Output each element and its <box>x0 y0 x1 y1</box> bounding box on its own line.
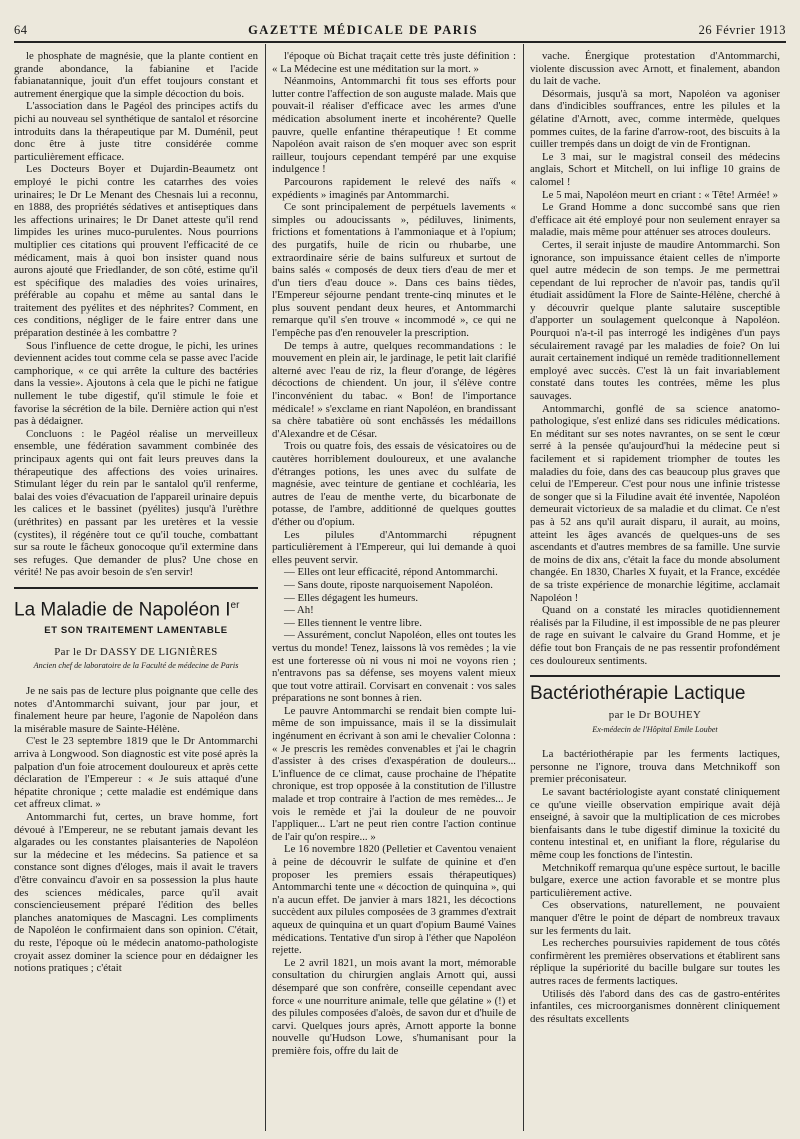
byline: Par le Dr DASSY DE LIGNIÈRES <box>54 645 218 658</box>
paragraph: Le 3 mai, sur le magistral conseil des médecins anglais, Schort et Mitchell, on lui inflige 10 grains de calomel ! <box>530 150 780 188</box>
article-title-text: La Maladie de Napoléon I <box>14 599 231 621</box>
paragraph: Je ne sais pas de lecture plus poignante que celle des notes d'Antommarchi suivant, jour par jour, et finalement heure par heure, l'agonie de Napoléon dans la misérable masure de Sainte-Hélène. <box>14 685 258 735</box>
paragraph: Ces observations, naturellement, ne pouvaient manquer d'être le point de départ de nombreux travaux sur les ferments du lait. <box>530 899 780 937</box>
paragraph: Trois ou quatre fois, des essais de vésicatoires ou de cautères horriblement douloureux, et une avalanche d'étranges potions, les unes avec du sulfate de magnésie, avec teinture de gentiane et cochléaria, les autres de l'eau de menthe verte, du bicarbonate de potasse, de l'ambre, additionné de quelques gouttes d'éther ou d'opium. <box>272 440 516 528</box>
article-separator <box>14 587 258 589</box>
column-1 <box>14 50 258 1133</box>
paragraph: De temps à autre, quelques recommandations : le mouvement en plein air, le jardinage, le petit lait clarifié alterné avec l'eau de riz, la fleur d'orange, de légères décoctions de chiendent. Un jour, il s'élève contre l'inconvénient du tabac. « Bon! de l'importance médicale! » s'exclame en riant Napoléon, en brandissant sa chère tabatière où sont enchâssés les médaillons d'Alexandre et de César. <box>272 339 516 440</box>
paragraph: Sous l'influence de cette drogue, le pichi, les urines deviennent acides tout comme cela se passe avec l'acide camphorique, « ce qui arrête la culture des bactéries dans la vessie». Ajoutons à cela que le pichi ne fatigue nullement le tube digestif, qu'il stimule le foie et favorise la sécrétion de la bile. Dernière action qui n'est pas à dédaigner. <box>14 339 258 428</box>
journal-title: GAZETTE MÉDICALE DE PARIS <box>248 23 479 37</box>
paragraph: Les pilules d'Antommarchi répugnent particulièrement à l'Empereur, qui lui demande à quoi elles peuvent servir. <box>272 528 516 566</box>
author-affiliation: Ancien chef de laboratoire de la Faculté de médecine de Paris <box>33 661 239 671</box>
paragraph: Le 5 mai, Napoléon meurt en criant : « Tête! Armée! » <box>542 188 779 201</box>
paragraph: — Assurément, conclut Napoléon, elles ont toutes les vertus du monde! Tenez, laissons là vos remèdes ; la vie est une forteresse où ni vous ni moi ne voyons rien ; n'entravons pas sa défense, ses moyens valent mieux que tout votre attirail. Corvisart en convenait : vos sales préparations ne sont bonnes à rien. <box>272 629 516 705</box>
page-number: 64 <box>14 23 28 37</box>
paragraph: vache. Énergique protestation d'Antommarchi, violente discussion avec Arnott, et finalement, abandon du lait de vache. <box>530 50 780 88</box>
paragraph: L'association dans le Pagéol des principes actifs du pichi au nouveau sel synthétique de santalol et résorcine introduits dans la thérapeutique par M. Duménil, peut donc être à juste titre considérée comme particulièrement efficace. <box>14 100 258 163</box>
column-divider <box>265 44 266 1131</box>
article-separator <box>530 675 780 677</box>
article-subtitle: ET SON TRAITEMENT LAMENTABLE <box>44 625 228 637</box>
column-divider <box>523 44 524 1131</box>
author-affiliation: Ex-médecin de l'Hôpital Emile Loubet <box>592 724 718 734</box>
paragraph: Antommarchi, gonflé de sa science anatomo-pathologique, s'est enlizé dans ses ridicules médications. En méditant sur ses notes navrantes, on se sent le cœur serré à la pensée qu'aujourd'hui la médecine peut si facilement et si rapidement triompher de toutes les maladies du foie, dans des cas beaucoup plus graves que celui de l'Empereur. C'est pour nous une infinie tristesse de songer que si la Filudine avait été inventée, Napoléon demeurait victorieux de sa maladie et du climat. Ce n'est pas à 52 ans qu'il aurait disparu, il aurait, au moins, atteint les âges avancés de quelques-uns de ses ascendants et d'autres membres de sa famille. Une survie de moins de dix ans, c'était la face du monde absolument changée. En 1830, Charles X fuyait, et la France, excédée de sa triste expérience de monarchie légitime, acclamait Napoléon ! <box>530 402 780 604</box>
paragraph: Le 16 novembre 1820 (Pelletier et Caventou venaient à peine de découvrir le sulfate de quinine et d'en proposer les premiers essais thérapeutiques) Antommarchi tente une « décoction de quinquina », qui n'a aucun effet. De janvier à mars 1821, les décoctions succèdent aux pilules composées de 3 grammes d'extrait aqueux de quinquina et un quart d'opium Baumé Vaines médications. Tentative d'un sirop à l'éther que Napoléon rejette. <box>272 843 516 957</box>
paragraph: le phosphate de magnésie, que la plante contient en grande abondance, la fabianine et l'acide fabianatannique, jouit d'un effet toujours constant et autrement énergique que la simple décoction du bois. <box>14 50 258 100</box>
paragraph: — Elles tiennent le ventre libre. <box>284 616 422 629</box>
paragraph: Désormais, jusqu'à sa mort, Napoléon va agoniser dans d'indicibles souffrances, entre les pilules et la gélatine d'Arnott, avec, comme intermède, quelques pommes cuites, de la farine d'arrow-root, des biscuits à la cuiller trempés dans un doigt de vin de Frontignan. <box>530 87 780 151</box>
article-title-bacteriotherapie: Bactériothérapie Lactique <box>530 683 746 705</box>
paragraph: Concluons : le Pagéol réalise un merveilleux ensemble, une fédération savamment combinée des principaux agents qui ont fait leurs preuves dans la thérapeutique des affections des voies urinaires. Stimulant léger du rein par le santalol qu'il renferme, balai des voies d'évacuation de l'appareil urinaire depuis les calices et le bassinet (pyélites) jusqu'à l'urèthre (uréthrites) en passant par les uretères et la vessie (cystites), il régénère tout ce qu'il touche, combattant sur sa route le fâcheux gonocoque qu'il extermine dans ses refuges. Que demander de plus? Une chose en vérité! Ne pas avoir besoin de s'en servir! <box>14 427 258 579</box>
paragraph: Certes, il serait injuste de maudire Antommarchi. Son ignorance, son impuissance étaient celles de n'importe quel autre médecin de son temps. Je me permettrai cependant de lui reprocher de n'avoir pas, tandis qu'il étudiait assidûment la Flore de Sainte-Hélène, cherché à y découvrir quelque plante salutaire susceptible d'apporter un soulagement quelconque à Napoléon. Pourquoi n'a-t-il pas interrogé les indigènes d'un pays séculairement ravagé par les maladies de foie? On lui aurait certainement indiqué un remède traditionnellement employé avec succès. C'est là un fait invariablement constaté dans toutes les contrées, même les plus sauvages. <box>530 238 780 403</box>
paragraph: Quand on a constaté les miracles quotidiennement réalisés par la Filudine, il est impossible de ne pas pleurer de rage en suivant le calvaire du Grand Homme, et je défie tout bon Français de ne pas ressentir profondément ces douloureux sentiments. <box>530 604 780 667</box>
paragraph: Le savant bactériologiste ayant constaté cliniquement ce qu'une vieille observation empirique avait déjà enseigné, à savoir que la multiplication de ces microbes bienfaisants dans le tube digestif diminue la toxicité du contenu intestinal et, en unifiant la flore, régularise du même coup les fonctions de l'intestin. <box>530 786 780 862</box>
paragraph: Le Grand Homme a donc succombé sans que rien d'efficace ait été employé pour non seulement enrayer sa maladie, mais même pour atténuer ses atroces douleurs. <box>530 201 780 239</box>
column-3 <box>530 50 780 1133</box>
paragraph: — Ah! <box>284 604 314 617</box>
paragraph: Antommarchi fut, certes, un brave homme, fort dévoué à l'Empereur, ne se rebutant jamais devant les algarades ou les constantes plaisanteries de Napoléon sur la médecine et les médecins. Sa patience et sa constance sont dignes d'éloges, mais il avait le travers d'être convaincu d'avoir en sa possession la plus haute des sciences médicales, parce qu'il avait consciencieusement préparé l'édition des belles planches anatomiques de Mascagni. Les compliments de Napoléon le confirmaient dans son opinion. C'était, du reste, l'époque où le médecin anatomo-pathologiste croyait assez dominer la science pour en dédaigner les notions pratiques ; c'était <box>14 810 258 975</box>
issue-date: 26 Février 1913 <box>698 23 786 37</box>
paragraph: — Elles dégagent les humeurs. <box>284 591 419 604</box>
paragraph: Néanmoins, Antommarchi fit tous ses efforts pour lutter contre l'affection de son auguste malade. Mais que pouvait-il réaliser d'efficace avec les armes d'une médication absolument inerte et incohérente? Quelle pauvre, quelle enfantine thérapeutique ! Et comme Napoléon avait raison de s'en moquer avec son esprit railleur, toujours cependant tempéré par une exquise indulgence ! <box>272 75 516 176</box>
paragraph: Le pauvre Antommarchi se rendait bien compte lui-même de son impuissance, mais il se la dissimulait ingénument en écrivant à son ami le chevalier Colonna : « Je prescris les remèdes convenables et j'ai le chagrin d'assister à des crises d'exaspération de douleurs... L'influence de ce climat, cause prochaine de l'hépatite chronique, est trop opposée à la constitution de l'illustre malade et trop contraire à l'action de mes remèdes... Je vois le remède et j'ai la douleur de ne pouvoir l'appliquer... L'art ne peut rien contre l'action continue de l'air qu'on respire... » <box>272 704 516 843</box>
paragraph: C'est le 23 septembre 1819 que le Dr Antommarchi arriva à Longwood. Son diagnostic est vite posé après la palpation d'un foie atrocement douloureux et après cette déclaration de l'Empereur : « Je suis attaqué d'une hépatite chronique ; cette maladie est endémique dans cet affreux climat. » <box>14 735 258 811</box>
paragraph: l'époque où Bichat traçait cette très juste définition : « La Médecine est une méditation sur la mort. » <box>272 50 516 75</box>
paragraph: Le 2 avril 1821, un mois avant la mort, mémorable consultation du chirurgien anglais Arnott qui, aussi désemparé que son confrère, conseille cependant avec force « une nourriture animale, telle que gélatine » (!) et des pilules composées d'aloès, de savon dur et d'huile de carvi. Quelques jours après, Arnott apporte la bonne nouvelle qu'Hudson Lowe, s'humanisant pour la première fois, offre du lait de <box>272 956 516 1057</box>
byline: par le Dr BOUHEY <box>608 709 702 722</box>
paragraph: — Sans doute, riposte narquoisement Napoléon. <box>284 578 493 591</box>
paragraph: Les recherches poursuivies rapidement de tous côtés confirmèrent les premières observations et établirent sans réplique la supériorité du bacille bulgare sur toutes les autres races de ferments lactiques. <box>530 937 780 987</box>
column-2 <box>272 50 516 1133</box>
paragraph: Utilisés dès l'abord dans des cas de gastro-entérites infantiles, ces microorganismes donnèrent cliniquement des résultats excellents <box>530 987 780 1025</box>
page-header <box>14 14 786 43</box>
paragraph: Parcourons rapidement le relevé des naïfs « expédients » imaginés par Antommarchi. <box>272 175 516 201</box>
paragraph: Les Docteurs Boyer et Dujardin-Beaumetz ont employé le pichi contre les catarrhes des voies urinaires; le Dr Le Menant des Chesnais lui a reconnu, en 1888, des propriétés sédatives et antiseptiques dans les affections urinaires; le Dr Danet atteste qu'il rend limpides les urines muco-purulentes. Nous pourrions multiplier ces citations qui prouvent l'efficacité de ce médicament, mais à quoi bon insister quand nous aurons ajouté que Friedlander, de son côté, estime qu'il est spécifique des maladies des voies urinaires, préférable au copahu et même au santal dans le traitement des pyélites et des néphrites? Comment, en ces conditions, négliger de le faire entrer dans une préparation destinée à les combattre ? <box>14 163 258 340</box>
paragraph: — Elles ont leur efficacité, répond Antommarchi. <box>284 566 498 579</box>
article-title-napoleon <box>14 595 258 621</box>
paragraph: Ce sont principalement de perpétuels lavements « simples ou adoucissants », pédiluves, liniments, frictions et fomentations à l'ammoniaque et à l'opium; des purgatifs, huile de ricin ou rhubarbe, une extraordinaire série de bains sulfureux et surtout de bains salés « composés de deux tiers d'eau de mer et d'un tiers d'eau douce ». Dans ces bains tièdes, l'Empereur séjourne pendant trente-cinq minutes et le plus souvent pendant deux heures, et Antommarchi remarque qu'il s'en trouve « incommodé », ce qui ne l'empêche pas d'en renouveler la prescription. <box>272 201 516 340</box>
paragraph: La bactériothérapie par les ferments lactiques, personne ne l'ignore, trouva dans Metchnikoff son premier préconisateur. <box>530 748 780 786</box>
article-title-sup: er <box>230 599 240 611</box>
paragraph: Metchnikoff remarqua qu'une espèce surtout, le bacille bulgare, exerce une action favorable et se montre plus particulièrement active. <box>530 861 780 899</box>
